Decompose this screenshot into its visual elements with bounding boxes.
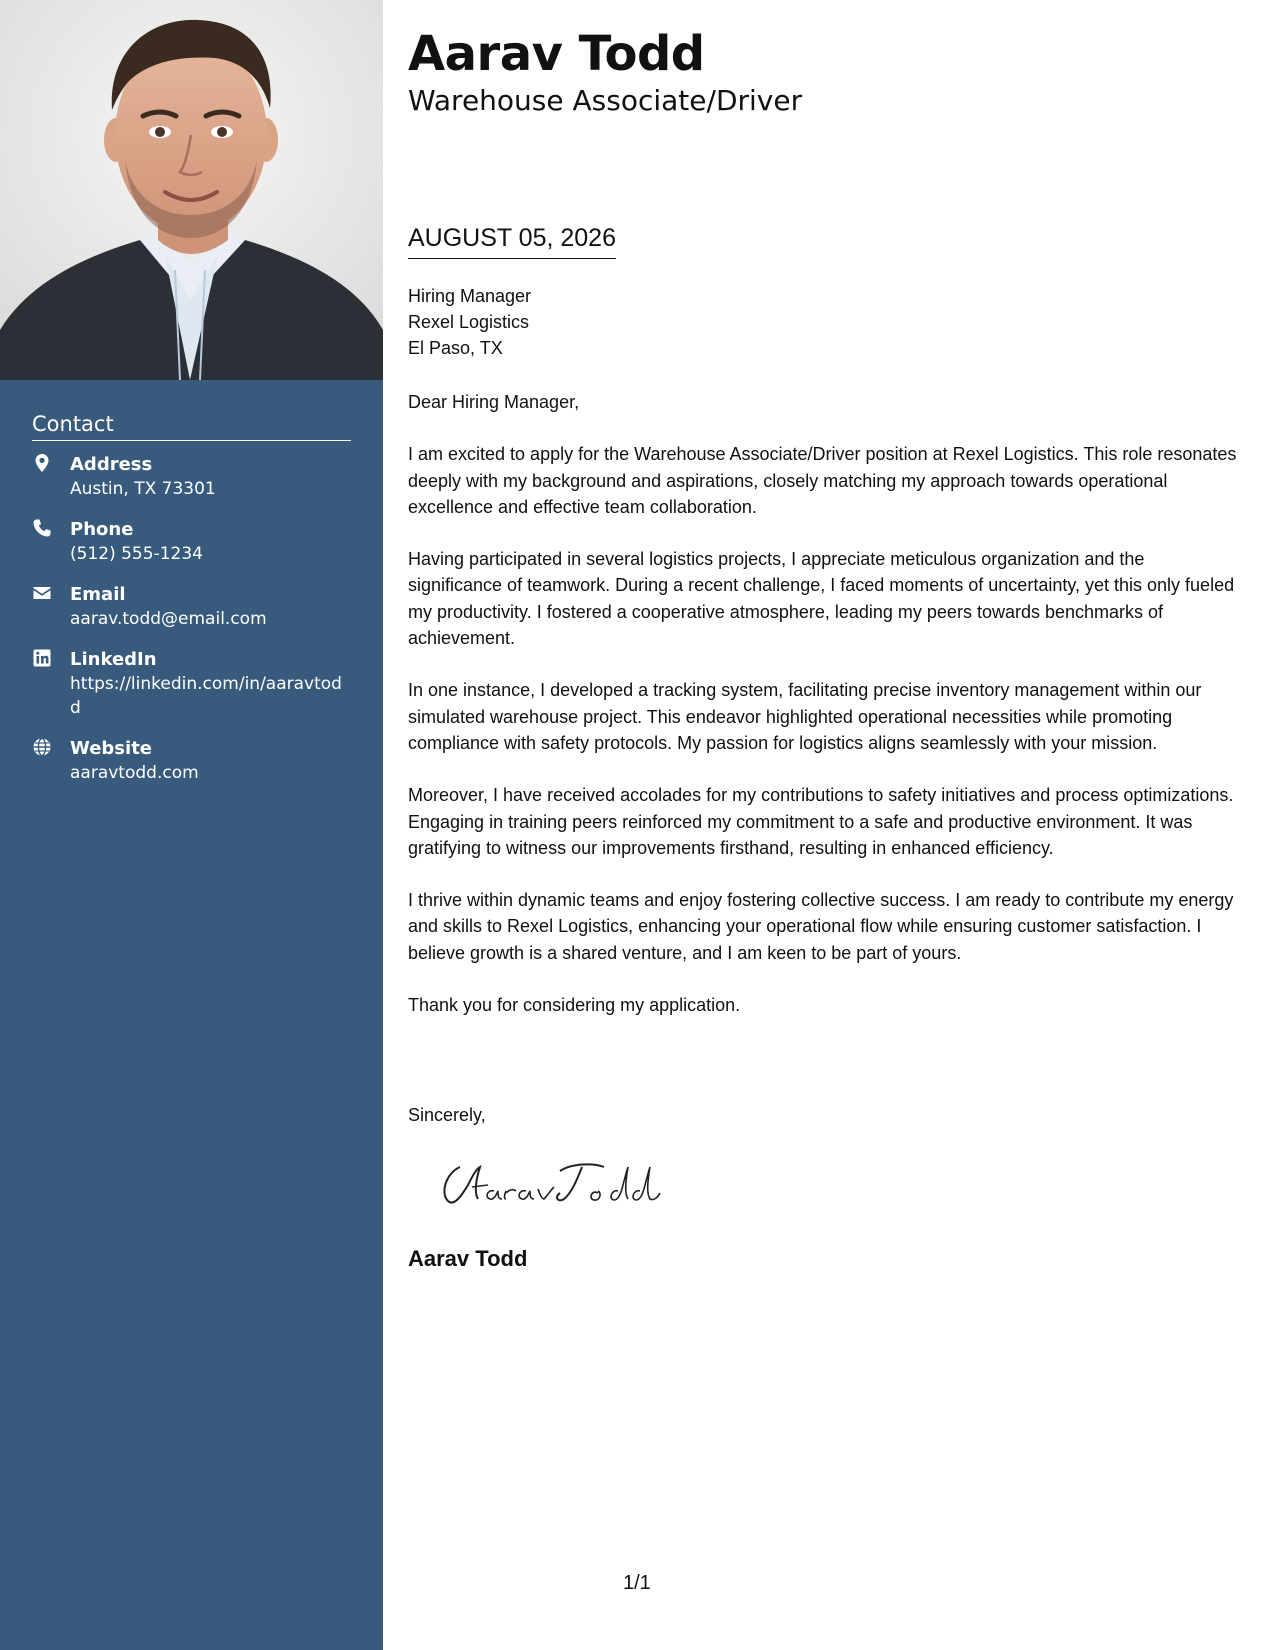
salutation: Dear Hiring Manager, [408,392,580,412]
closing: Sincerely, [408,1105,486,1125]
address-value: Austin, TX 73301 [70,479,216,499]
contact-title: Contact [32,412,351,441]
job-title: Warehouse Associate/Driver [408,84,803,117]
body-paragraph: In one instance, I developed a tracking system, facilitating precise inventory management within our simulated warehouse project. This endeavor highlighted operational necessities while promoting compliance with safety protocols. My passion for logistics aligns seamlessly with your mission. [408,680,1202,753]
body-paragraph: I thrive within dynamic teams and enjoy fostering collective success. I am ready to contribute my energy and skills to Rexel Logistics, enhancing your operational flow while ensuring customer satisfaction. I believe growth is a shared venture, and I am keen to be part of yours. [408,890,1234,963]
contact-item-email [32,583,351,631]
contact-label: Website [70,738,153,759]
contact-item-address [32,453,351,501]
map-pin-icon [32,453,54,475]
body-paragraph: I am excited to apply for the Warehouse Associate/Driver position at Rexel Logistics. This role resonates deeply with my background and aspirations, closely matching my approach towards operational excellence and effective team collaboration. [408,444,1237,517]
envelope-icon [32,583,54,605]
phone-icon [32,518,54,540]
website-value[interactable]: aaravtodd.com [70,763,199,783]
body-paragraph: Moreover, I have received accolades for my contributions to safety initiatives and process optimizations. Engaging in training peers reinforced my commitment to a safe and productive environment. It was gratifying to witness our improvements firsthand, resulting in enhanced efficiency. [408,785,1234,858]
phone-value[interactable]: (512) 555-1234 [70,544,203,564]
recipient-company: Rexel Logistics [408,312,530,332]
globe-icon [32,737,54,759]
contact-item-website [32,737,351,785]
linkedin-icon [32,648,54,670]
contact-label: Phone [70,519,134,540]
recipient-block [408,283,531,361]
contact-item-phone [32,518,351,566]
recipient-location: El Paso, TX [408,338,503,358]
profile-photo [0,0,383,380]
contact-label: LinkedIn [70,649,157,670]
letter-date: AUGUST 05, 2026 [408,222,616,259]
signed-name: Aarav Todd [408,1246,528,1271]
applicant-name: Aarav Todd [408,26,705,82]
contact-label: Email [70,584,126,605]
contact-section [32,412,351,802]
contact-item-linkedin [32,648,351,720]
linkedin-value[interactable]: https://linkedin.com/in/aaravtodd [70,674,342,718]
handwritten-signature [432,1155,672,1215]
letter-body [408,389,1243,1044]
email-value[interactable]: aarav.todd@email.com [70,609,267,629]
body-paragraph: Thank you for considering my application. [408,995,741,1016]
page-number: 1/1 [623,1572,651,1594]
sidebar [0,0,383,1650]
recipient-title: Hiring Manager [408,286,532,306]
contact-label: Address [70,454,153,475]
body-paragraph: Having participated in several logistics projects, I appreciate meticulous organization and the significance of teamwork. During a recent challenge, I faced moments of uncertainty, yet this only fueled my productivity. I fostered a cooperative atmosphere, leading my peers towards benchmarks of achievement. [408,549,1235,649]
